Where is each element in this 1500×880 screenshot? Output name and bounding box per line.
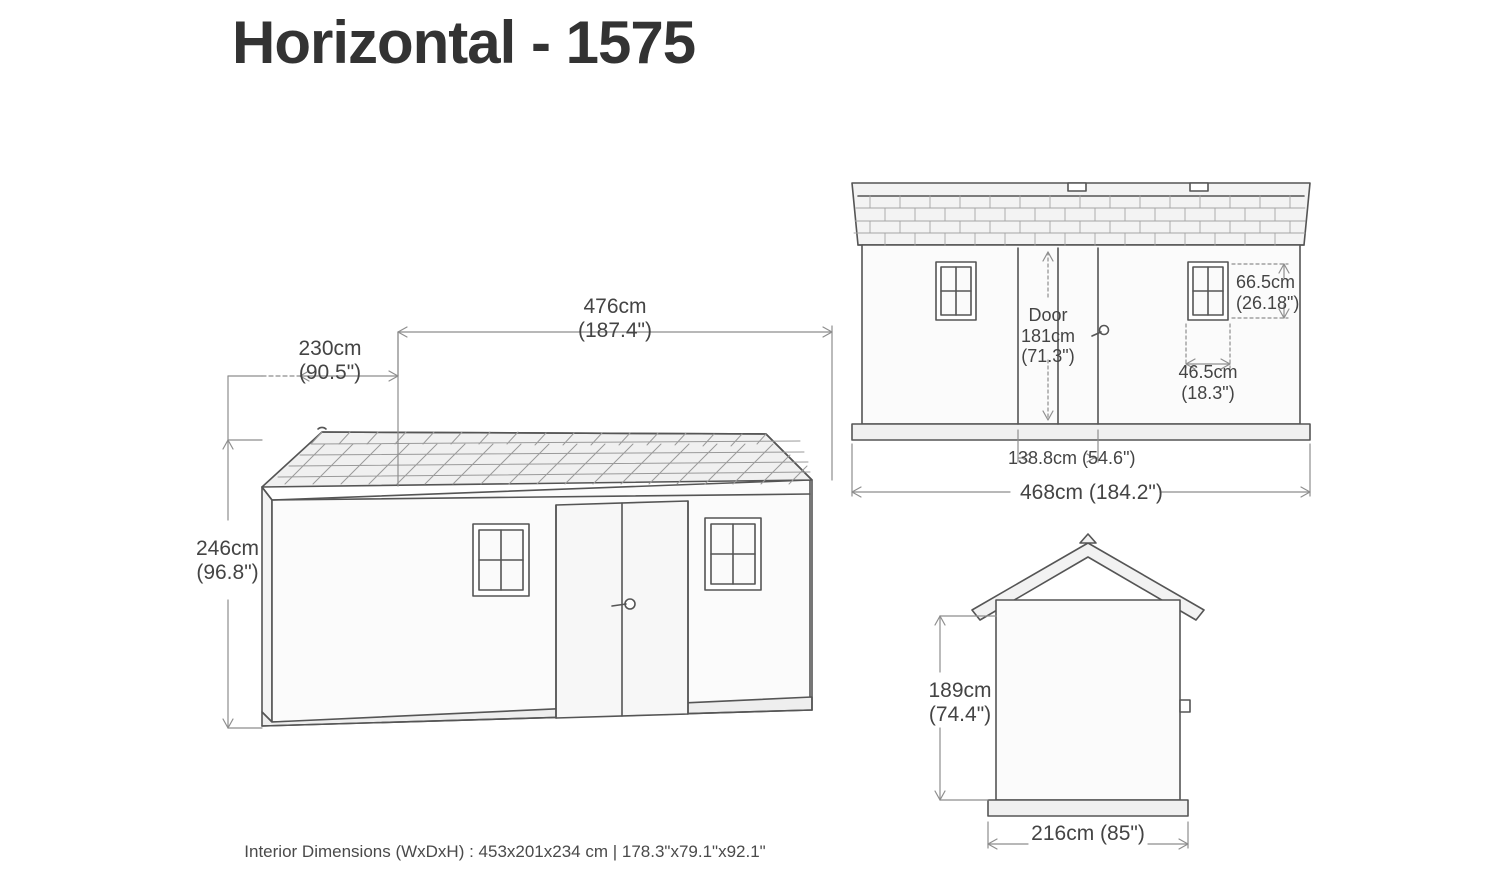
front-overall-width-label: 468cm (184.2") <box>1020 481 1163 504</box>
iso-depth-inch: (90.5") <box>298 361 362 385</box>
interior-dimensions-note: Interior Dimensions (WxDxH) : 453x201x234 cm | 178.3"x79.1"x92.1" <box>244 842 766 861</box>
front-window-height-inch: (26.18") <box>1236 292 1300 313</box>
page-title: Horizontal - 1575 <box>232 9 696 76</box>
side-height-inch: (74.4") <box>928 703 992 727</box>
side-width-label: 216cm (85") <box>1031 822 1145 845</box>
iso-doors <box>556 501 688 718</box>
iso-window-right <box>705 518 761 590</box>
front-door-label <box>1000 305 1096 367</box>
iso-width-cm: 476cm <box>583 295 647 318</box>
front-door-height-inch: (71.3") <box>1021 346 1075 367</box>
side-height-label <box>900 679 1020 727</box>
iso-height-cm: 246cm <box>195 537 260 560</box>
front-window-width-label <box>1152 362 1264 403</box>
iso-depth-label <box>240 337 420 385</box>
iso-height-inch: (96.8") <box>196 561 259 585</box>
front-door-text: Door <box>1028 305 1068 325</box>
front-window-width-inch: (18.3") <box>1181 382 1235 403</box>
front-door-width-label: 138.8cm (54.6") <box>1008 448 1136 468</box>
front-door-height-cm: 181cm <box>1020 325 1076 346</box>
iso-width-label <box>520 295 710 343</box>
iso-depth-cm: 230cm <box>298 337 362 360</box>
iso-height-label <box>160 537 295 585</box>
front-window-width-cm: 46.5cm <box>1178 362 1238 382</box>
front-window-height-label <box>1236 272 1299 313</box>
side-height-cm: 189cm <box>928 679 992 702</box>
side-elevation <box>972 534 1204 816</box>
front-window-height-cm: 66.5cm <box>1236 272 1296 292</box>
iso-window-left <box>473 524 529 596</box>
iso-width-inch: (187.4") <box>578 319 652 343</box>
